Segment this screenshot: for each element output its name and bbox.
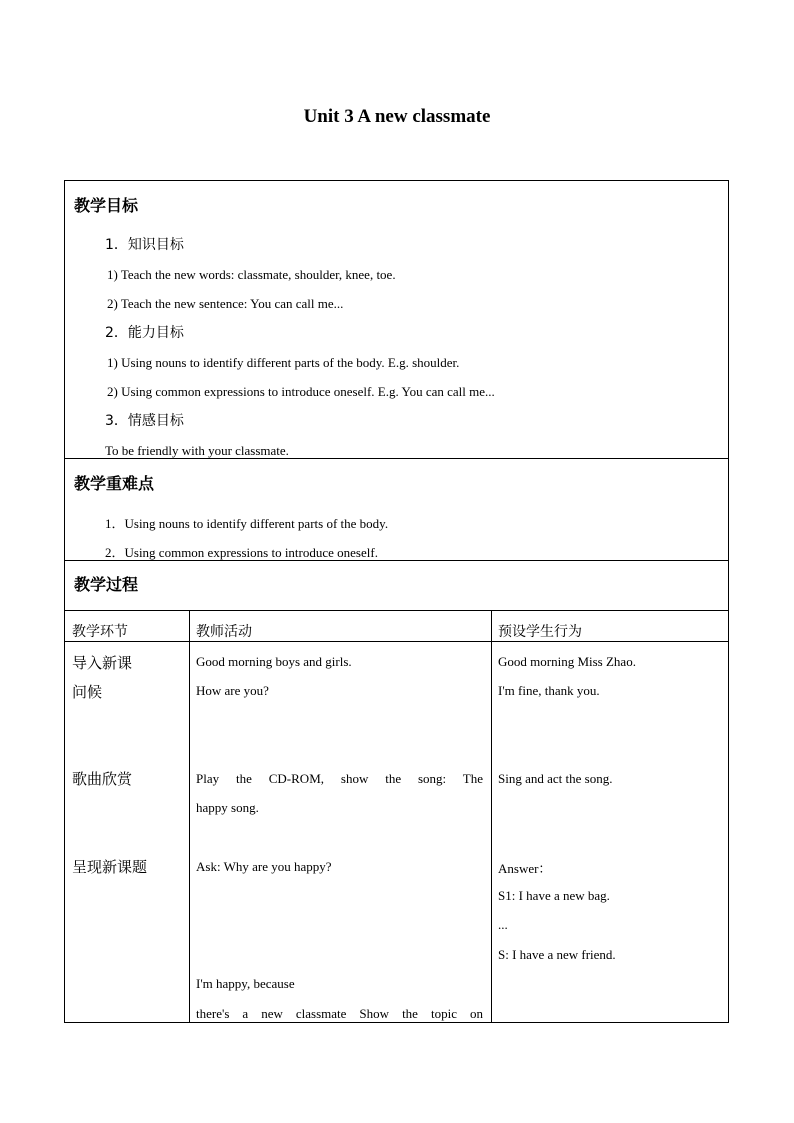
key-point-item: 1．Using nouns to identify different parts of the body. (105, 516, 389, 531)
teacher-activity: happy song. (196, 800, 259, 815)
objectives-section (64, 180, 729, 459)
key-point-item: 2．Using common expressions to introduce oneself. (105, 545, 378, 560)
key-points-heading: 教学重难点 (74, 474, 155, 493)
student-behavior: I'm fine, thank you. (498, 683, 600, 698)
student-behavior: Sing and act the song. (498, 771, 613, 786)
emotion-item: To be friendly with your classmate. (105, 443, 289, 458)
teacher-activity: I'm happy, because (196, 976, 295, 991)
student-behavior: S1: I have a new bag. (498, 888, 610, 903)
student-behavior: S: I have a new friend. (498, 947, 616, 962)
knowledge-heading: 1．知识目标 (105, 237, 184, 253)
column-header-teacher: 教师活动 (196, 624, 252, 640)
stage-name: 呈现新课题 (72, 858, 148, 876)
header-divider (65, 641, 728, 642)
ability-item: 2) Using common expressions to introduce oneself. E.g. You can call me... (107, 384, 495, 399)
student-behavior: ... (498, 917, 508, 932)
teacher-activity: How are you? (196, 683, 269, 698)
objectives-heading: 教学目标 (74, 196, 139, 215)
teacher-activity: Play the CD-ROM, show the song: The (196, 771, 483, 786)
emotion-heading: 3．情感目标 (105, 413, 184, 429)
stage-name: 问候 (72, 683, 103, 701)
process-section (64, 560, 729, 611)
knowledge-item: 2) Teach the new sentence: You can call me... (107, 296, 344, 311)
student-behavior: Answer： (498, 861, 552, 876)
student-behavior: Good morning Miss Zhao. (498, 654, 636, 669)
teacher-activity: there's a new classmate Show the topic on (196, 1006, 483, 1021)
teacher-activity: Good morning boys and girls. (196, 654, 352, 669)
process-heading: 教学过程 (74, 575, 139, 594)
stage-name: 歌曲欣赏 (72, 770, 133, 788)
stage-name: 导入新课 (72, 654, 133, 672)
process-table (64, 610, 729, 1023)
teacher-activity: Ask: Why are you happy? (196, 859, 332, 874)
ability-heading: 2．能力目标 (105, 325, 184, 341)
column-header-stage: 教学环节 (72, 624, 128, 640)
knowledge-item: 1) Teach the new words: classmate, shoulder, knee, toe. (107, 267, 396, 282)
column-divider (491, 611, 492, 1022)
column-header-student: 预设学生行为 (498, 624, 582, 640)
ability-item: 1) Using nouns to identify different parts of the body. E.g. shoulder. (107, 355, 460, 370)
key-points-section (64, 458, 729, 561)
column-divider (189, 611, 190, 1022)
page-title: Unit 3 A new classmate (303, 106, 491, 127)
